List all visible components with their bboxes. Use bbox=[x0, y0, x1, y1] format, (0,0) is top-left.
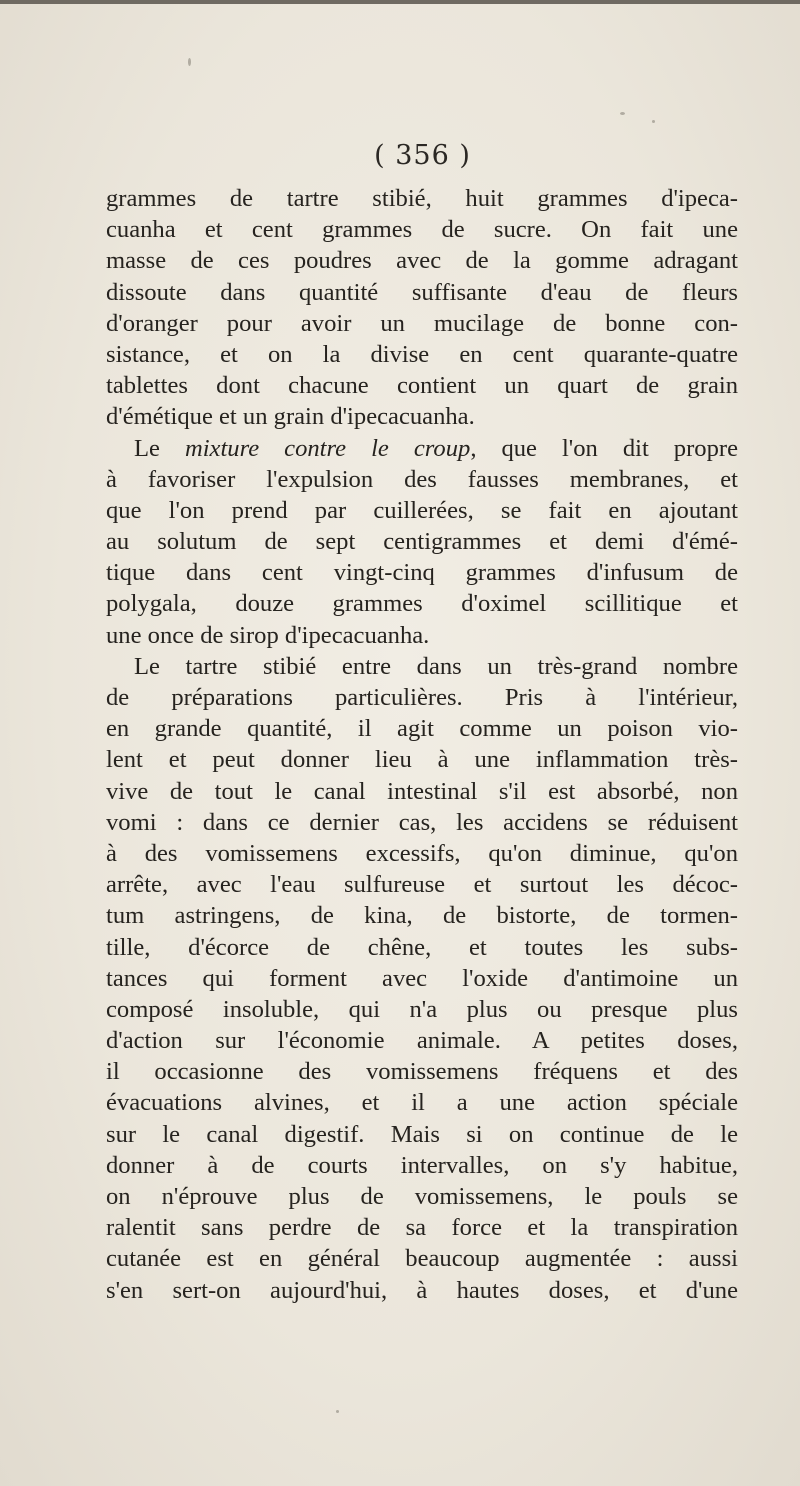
text-line: au solutum de sept centigrammes et demi d'émé- bbox=[106, 528, 738, 556]
text-line: d'oranger pour avoir un mucilage de bonne con- bbox=[106, 309, 738, 337]
text-line: d'émétique et un grain d'ipecacuanha. bbox=[106, 403, 475, 431]
text-line: à des vomissemens excessifs, qu'on diminue, qu'on bbox=[106, 839, 738, 867]
text-line: d'action sur l'économie animale. A petites doses, bbox=[106, 1027, 738, 1055]
text-line: polygala, douze grammes d'oximel scillitique et bbox=[106, 590, 738, 618]
paper-speck bbox=[336, 1410, 339, 1413]
text-line: masse de ces poudres avec de la gomme adragant bbox=[106, 247, 738, 275]
text-line: ralentit sans perdre de sa force et la transpiration bbox=[106, 1214, 738, 1242]
body-text bbox=[106, 183, 738, 1306]
text-line: une once de sirop d'ipecacuanha. bbox=[106, 621, 430, 649]
text-line: tille, d'écorce de chêne, et toutes les subs- bbox=[106, 933, 738, 961]
text-line: évacuations alvines, et il a une action spéciale bbox=[106, 1089, 738, 1117]
text-line: il occasionne des vomissemens fréquens et des bbox=[106, 1058, 738, 1086]
text-line: sur le canal digestif. Mais si on continue de le bbox=[106, 1120, 738, 1148]
text-line: lent et peut donner lieu à une inflammation très- bbox=[106, 746, 738, 774]
text-run: , que l'on dit propre bbox=[470, 434, 738, 462]
text-line: sistance, et on la divise en cent quarante-quatre bbox=[106, 340, 738, 368]
text-line: composé insoluble, qui n'a plus ou presque plus bbox=[106, 995, 738, 1023]
text-line: grammes de tartre stibié, huit grammes d'ipeca- bbox=[106, 185, 738, 212]
text-line: que l'on prend par cuillerées, se fait en ajoutant bbox=[106, 496, 738, 524]
paper-speck bbox=[652, 120, 655, 123]
text-line: tique dans cent vingt-cinq grammes d'infusum de bbox=[106, 559, 738, 587]
text-line: Le tartre stibié entre dans un très-grand nombre bbox=[134, 652, 738, 680]
text-line bbox=[106, 433, 738, 464]
text-run: Le bbox=[134, 434, 185, 462]
page-number: ( 356 ) bbox=[374, 140, 471, 171]
text-line: à favoriser l'expulsion des fausses membranes, et bbox=[106, 465, 738, 493]
text-line: on n'éprouve plus de vomissemens, le pouls se bbox=[106, 1183, 738, 1210]
text-line: arrête, avec l'eau sulfureuse et surtout les décoc- bbox=[106, 871, 738, 899]
text-line: vomi : dans ce dernier cas, les accidens se réduisent bbox=[106, 808, 738, 836]
page-top-edge bbox=[0, 0, 800, 4]
italic-term: mixture contre le croup bbox=[184, 434, 471, 462]
text-line: cutanée est en général beaucoup augmentée : aussi bbox=[106, 1245, 738, 1273]
text-line: tances qui forment avec l'oxide d'antimoine un bbox=[106, 964, 738, 992]
text-line: donner à de courts intervalles, on s'y habitue, bbox=[106, 1151, 738, 1179]
text-line: vive de tout le canal intestinal s'il est absorbé, non bbox=[106, 777, 738, 805]
text-line: tum astringens, de kina, de bistorte, de tormen- bbox=[106, 902, 738, 930]
text-line: en grande quantité, il agit comme un poison vio- bbox=[106, 715, 738, 743]
paper-speck bbox=[188, 58, 191, 66]
text-line: dissoute dans quantité suffisante d'eau de fleurs bbox=[106, 278, 738, 306]
text-line: cuanha et cent grammes de sucre. On fait une bbox=[106, 216, 738, 244]
text-line: de préparations particulières. Pris à l'intérieur, bbox=[106, 684, 738, 711]
paper-speck bbox=[620, 112, 625, 115]
text-line: tablettes dont chacune contient un quart de grain bbox=[106, 372, 738, 400]
text-line: s'en sert-on aujourd'hui, à hautes doses, et d'une bbox=[106, 1276, 738, 1304]
